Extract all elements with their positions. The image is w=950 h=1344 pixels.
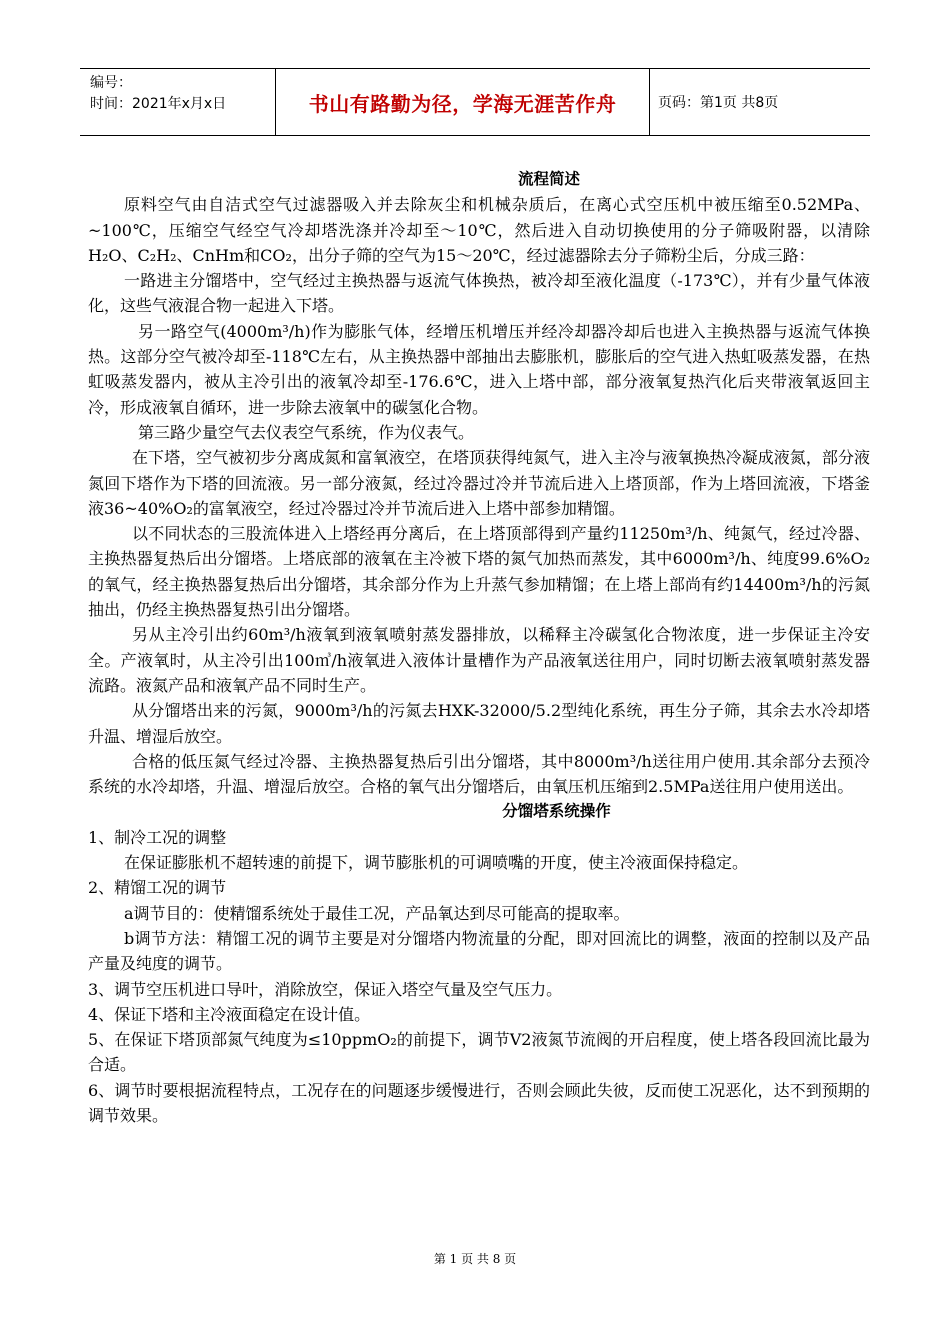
paragraph: 另从主冷引出约60m³/h液氧到液氧喷射蒸发器排放，以稀释主冷碳氢化合物浓度，进一步保证主冷安全。产液氧时，从主冷引出100㎥/h液氧进入液体计量槽作为产品液氧送往用户，同时切断去液氧喷射蒸发器流路。液氮产品和液氧产品不同时生产。	[88, 625, 870, 695]
document-number: 编号：	[90, 75, 132, 91]
list-item: 在保证膨胀机不超转速的前提下，调节膨胀机的可调喷嘴的开度，使主冷液面保持稳定。	[124, 853, 749, 873]
list-item: 1、制冷工况的调整	[88, 827, 227, 847]
list-item: 2、精馏工况的调节	[88, 878, 227, 898]
list-item: 3、调节空压机进口导叶，消除放空，保证入塔空气量及空气压力。	[88, 979, 563, 999]
paragraph: 原料空气由自洁式空气过滤器吸入并去除灰尘和机械杂质后，在离心式空压机中被压缩至0.52MPa、~100℃，压缩空气经空气冷却塔洗涤并冷却至～10℃，然后进入自动切换使用的分子筛吸附器，以清除H₂O、C₂H₂、CnHm和CO₂，出分子筛的空气为15～20℃，经过滤器除去分子筛粉尘后，分成三路：	[88, 195, 870, 265]
page-footer: 第 1 页 共 8 页	[433, 1252, 517, 1266]
paragraph: 在下塔，空气被初步分离成氮和富氧液空，在塔顶获得纯氮气，进入主冷与液氧换热冷凝成液氮，部分液氮回下塔作为下塔的回流液。另一部分液氮，经过冷器过冷并节流后进入上塔顶部，作为上塔回流液，下塔釜液36~40%O₂的富氧液空，经过冷器过冷并节流后进入上塔中部参加精馏。	[88, 448, 870, 518]
list-item: a调节目的：使精馏系统处于最佳工况，产品氧达到尽可能高的提取率。	[124, 903, 630, 923]
paragraph: 一路进主分馏塔中，空气经过主换热器与返流气体换热，被冷却至液化温度（-173℃），并有少量气体液化，这些气液混合物一起进入下塔。	[88, 271, 870, 316]
header-meta	[80, 69, 275, 135]
list-item: 6、调节时要根据流程特点，工况存在的问题逐步缓慢进行，否则会顾此失彼，反而使工况恶化，达不到预期的调节效果。	[88, 1080, 870, 1125]
header-page-info: 页码：第1页 共8页	[658, 95, 779, 111]
list-item: 4、保证下塔和主冷液面稳定在设计值。	[88, 1004, 371, 1024]
document-time: 时间：2021年x月x日	[90, 96, 227, 112]
paragraph: 合格的低压氮气经过冷器、主换热器复热后引出分馏塔，其中8000m³/h送往用户使用.其余部分去预冷系统的水冷却塔，升温、增湿后放空。合格的氧气出分馏塔后，由氧压机压缩到2.5MPa送往用户使用送出。	[88, 751, 870, 797]
document-body	[88, 167, 870, 1128]
page-header	[80, 68, 870, 136]
header-motto: 书山有路勤为径，学海无涯苦作舟	[275, 69, 650, 135]
paragraph: 从分馏塔出来的污氮，9000m³/h的污氮去HXK-32000/5.2型纯化系统，再生分子筛，其余去水冷却塔升温、增湿后放空。	[88, 701, 870, 746]
paragraph: 第三路少量空气去仪表空气系统，作为仪表气。	[138, 422, 475, 442]
list-item: 5、在保证下塔顶部氮气纯度为≤10ppmO₂的前提下，调节V2液氮节流阀的开启程度，使上塔各段回流比最为合适。	[88, 1030, 870, 1075]
list-item: b调节方法：精馏工况的调节主要是对分馏塔内物流量的分配，即对回流比的调整，液面的控制以及产品产量及纯度的调节。	[88, 928, 870, 974]
section-title-operation: 分馏塔系统操作	[502, 802, 611, 821]
paragraph: 另一路空气(4000m³/h)作为膨胀气体，经增压机增压并经冷却器冷却后也进入主换热器与返流气体换热。这部分空气被冷却至-118℃左右，从主换热器中部抽出去膨胀机，膨胀后的空气进入热虹吸蒸发器，在热虹吸蒸发器内，被从主冷引出的液氧冷却至-176.6℃，进入上塔中部，部分液氧复热汽化后夹带液氧返回主冷，形成液氧自循环，进一步除去液氧中的碳氢化合物。	[88, 321, 870, 417]
paragraph: 以不同状态的三股流体进入上塔经再分离后，在上塔顶部得到产量约11250m³/h、纯氮气，经过冷器、主换热器复热后出分馏塔。上塔底部的液氧在主冷被下塔的氮气加热而蒸发，其中6000m³/h、纯度99.6%O₂的氧气，经主换热器复热后出分馏塔，其余部分作为上升蒸气参加精馏；在上塔上部尚有约14400m³/h的污氮抽出，仍经主换热器复热引出分馏塔。	[88, 524, 870, 620]
section-title-process: 流程简述	[517, 170, 580, 188]
